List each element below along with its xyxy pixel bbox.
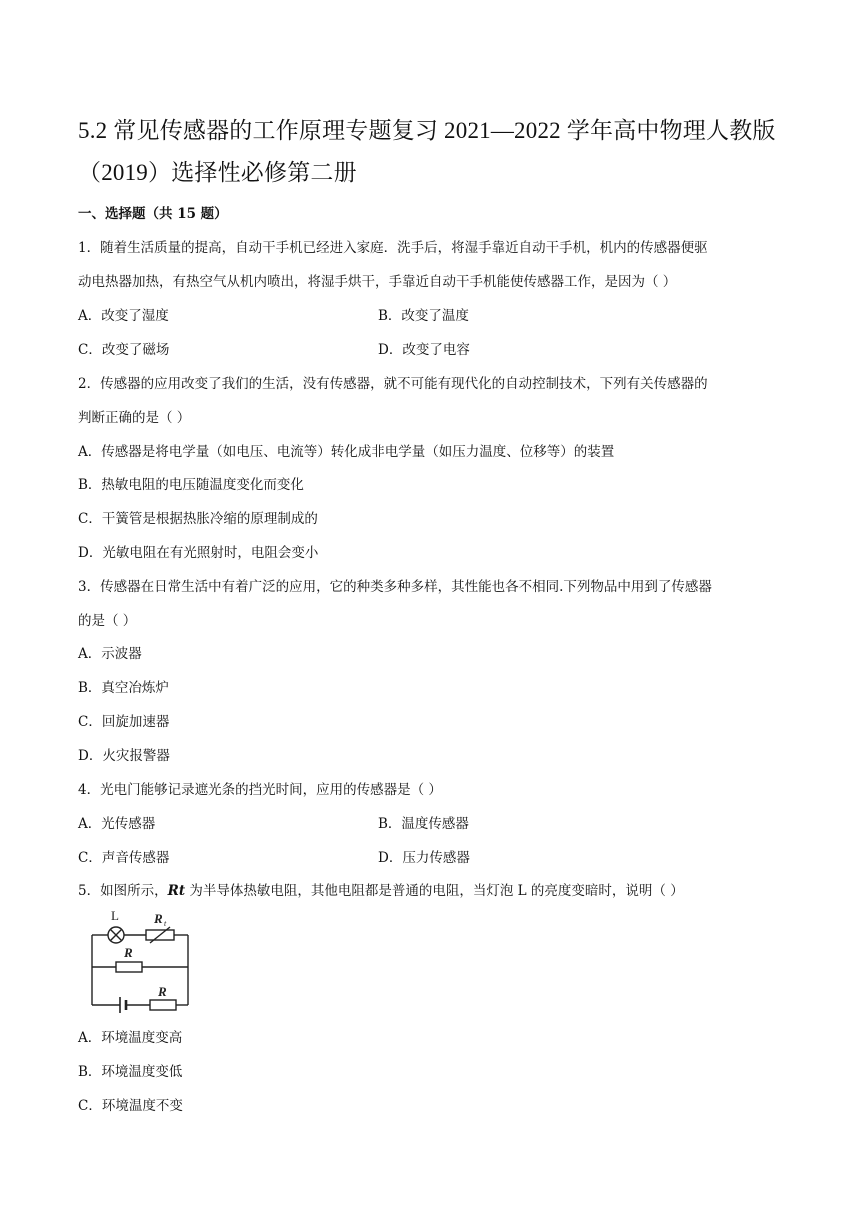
q4-stem: 4．光电门能够记录遮光条的挡光时间，应用的传感器是（ ） [78,782,442,798]
q1-option-a: A．改变了湿度 [78,308,169,324]
title-line-1: 5.2 常见传感器的工作原理专题复习 2021—2022 学年高中物理人教版 [78,118,776,143]
q2-stem-line-1: 2．传感器的应用改变了我们的生活，没有传感器，就不可能有现代化的自动控制技术，下列有关传感器的 [78,376,708,392]
rt-label: R [154,911,163,926]
q3-option-a: A．示波器 [78,646,142,662]
q4-option-d: D．压力传感器 [378,850,470,866]
rt-subscript: t [164,919,167,928]
q3-stem-line-2: 的是（ ） [78,613,137,629]
document-title [78,110,798,194]
q5-stem-suffix: 为半导体热敏电阻，其他电阻都是普通的电阻，当灯泡 L 的亮度变暗时，说明（ ） [185,883,684,899]
resistor-middle [116,962,142,972]
q2-option-b: B．热敏电阻的电压随温度变化而变化 [78,477,304,493]
q1-stem-line-1: 1．随着生活质量的提高，自动干手机已经进入家庭．洗手后，将湿手靠近自动干手机，机内的传感器便驱 [78,240,708,256]
q3-option-c: C．回旋加速器 [78,714,170,730]
title-line-2: （2019）选择性必修第二册 [78,160,357,185]
r-label-middle: R [124,945,133,960]
q3-stem-line-1: 3．传感器在日常生活中有着广泛的应用，它的种类多种多样，其性能也各不相同.下列物品中用到了传感器 [78,579,712,595]
q5-stem [78,879,788,899]
r-label-bottom: R [158,984,167,999]
q4-option-b: B．温度传感器 [378,816,469,832]
q5-option-b: B．环境温度变低 [78,1064,183,1080]
section-heading: 一、选择题（共 15 题） [78,206,228,222]
q1-option-d: D．改变了电容 [378,342,470,358]
lamp-label: L [111,908,119,923]
q3-option-b: B．真空冶炼炉 [78,680,169,696]
q2-stem-line-2: 判断正确的是（ ） [78,410,191,426]
q5-stem-prefix: 5．如图所示， [78,883,168,899]
q4-option-c: C．声音传感器 [78,850,170,866]
q1-option-b: B．改变了温度 [378,308,469,324]
q5-option-a: A．环境温度变高 [78,1030,183,1046]
circuit-diagram [80,905,196,1015]
resistor-bottom [150,1000,176,1010]
battery-symbol [120,997,126,1013]
lamp-symbol [108,927,124,943]
q4-option-a: A．光传感器 [78,816,156,832]
q5-option-c: C．环境温度不变 [78,1098,183,1114]
q2-option-c: C．干簧管是根据热胀冷缩的原理制成的 [78,511,318,527]
q2-option-a: A．传感器是将电学量（如电压、电流等）转化成非电学量（如压力温度、位移等）的装置 [78,444,615,460]
q5-rt-symbol: Rt [167,883,186,899]
q3-option-d: D．火灾报警器 [78,748,170,764]
thermistor-symbol [146,927,174,943]
q2-option-d: D．光敏电阻在有光照射时，电阻会变小 [78,545,319,561]
q1-stem-line-2: 动电热器加热，有热空气从机内喷出，将湿手烘干，手靠近自动干手机能使传感器工作，是因为（ ） [78,274,677,290]
q1-option-c: C．改变了磁场 [78,342,170,358]
